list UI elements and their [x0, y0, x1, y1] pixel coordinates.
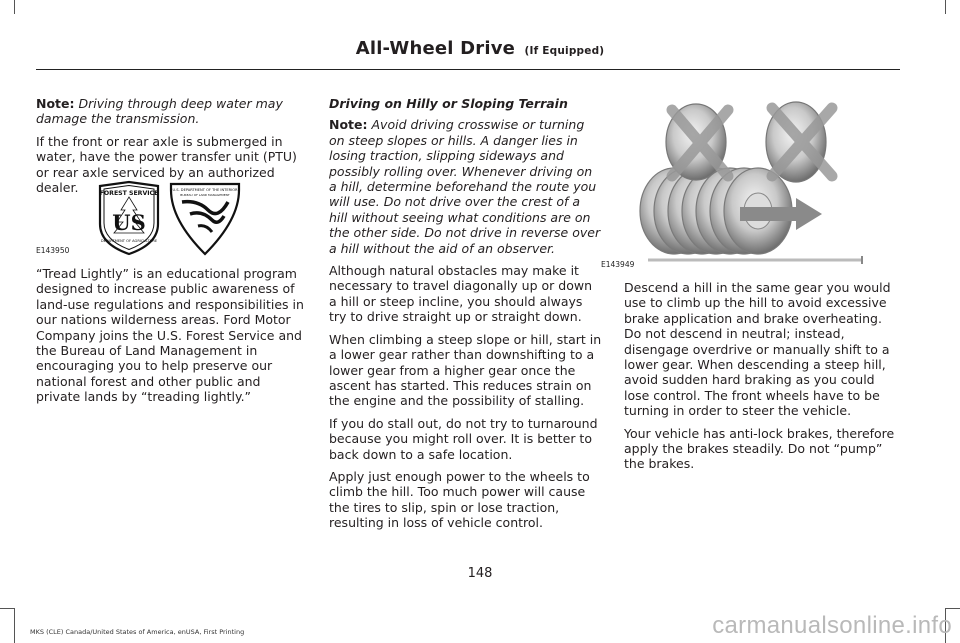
paragraph-stall: If you do stall out, do not try to turnaround because you might roll over. It is better to back down to a safe location. [329, 415, 598, 462]
page-number: 148 [467, 566, 493, 581]
paragraph-climbing: When climbing a steep slope or hill, start in a lower gear rather than downshifting to a lower gear from a higher gear once the ascent has started. This reduces strain on the engine and the possibility of stalling. [329, 331, 602, 409]
paragraph-diagonal: Although natural obstacles may make it necessary to travel diagonally up or down a hill or steep incline, you should always try to drive straight up or straight down. [329, 263, 592, 325]
tread-lightly-block [36, 266, 306, 412]
note-label: Note: [36, 96, 75, 111]
note-hill-terrain [329, 117, 602, 256]
paragraph-descend: Descend a hill in the same gear you would use to climb up the hill to avoid excessive brake application and brake overheating. Do not descend in neutral; instead, disengage overdrive or manually shift to a lower gear. When descending a steep hill, avoid sudden hard braking as you could lose control. The front wheels have to be turning in order to steer the vehicle. [624, 280, 891, 419]
wheels-figure [600, 96, 892, 274]
paragraph-power: Apply just enough power to the wheels to climb the hill. Too much power will cause the tires to slip, spin or lose traction, resulting in loss of vehicle control. [329, 468, 590, 531]
svg-text:FOREST SERVICE: FOREST SERVICE [99, 190, 159, 197]
column-middle [329, 96, 602, 538]
watermark: carmanualsonline.info [712, 612, 952, 639]
header-divider [36, 69, 900, 70]
blm-badge [168, 180, 242, 256]
tires-illustration [600, 96, 892, 274]
svg-text:DEPARTMENT OF AGRICULTURE: DEPARTMENT OF AGRICULTURE [100, 239, 158, 243]
agency-badges-figure [36, 180, 276, 258]
note-label: Note: [329, 117, 368, 133]
note-deep-water [36, 96, 304, 127]
note-text: Avoid driving crosswise or turning on steep slopes or hills. A danger lies in losing traction, slipping sideways and possibly rolling over. Whenever driving on a hill, determine beforehand the route you will use. Do not drive over the crest of a hill without seeing what conditions are on the other side. Do not drive in reverse over a hill without the aid of an observer. [329, 117, 601, 256]
section-title: All-Wheel Drive [355, 38, 516, 59]
crop-mark-top-left [14, 0, 15, 14]
crop-mark-bottom-left-h [0, 608, 14, 609]
forest-service-badge [94, 180, 164, 256]
figure-code: E143950 [36, 246, 70, 255]
svg-text:U.S. DEPARTMENT OF THE INTERIO: U.S. DEPARTMENT OF THE INTERIOR [172, 188, 238, 192]
axle-paragraph: If the front or rear axle is submerged in water, have the power transfer unit (PTU) or rear axle serviced by an authorized dealer. [36, 133, 297, 196]
crop-mark-top-right [945, 0, 946, 14]
figure-code: E143949 [601, 260, 635, 269]
section-heading: Driving on Hilly or Sloping Terrain [329, 96, 568, 111]
page-title [0, 38, 960, 59]
svg-text:US: US [112, 210, 146, 235]
section-subtitle: (If Equipped) [524, 45, 605, 57]
crop-mark-bottom-right-h [946, 608, 960, 609]
paragraph-antilock: Your vehicle has anti-lock brakes, therefore apply the brakes steadily. Do not “pump” the brakes. [624, 425, 895, 472]
svg-text:BUREAU OF LAND MANAGEMENT: BUREAU OF LAND MANAGEMENT [180, 193, 230, 197]
column-right [624, 280, 900, 479]
note-text: Driving through deep water may damage the transmission. [36, 96, 283, 127]
tread-lightly-paragraph: “Tread Lightly” is an educational program designed to increase public awareness of land-use regulations and responsibilities in our nations wilderness areas. Ford Motor Company joins the U.S. Forest Service and the Bureau of Land Management in encouraging you to help preserve our national forest and other public and private lands by “treading lightly.” [36, 266, 304, 405]
crop-mark-bottom-left [14, 608, 15, 643]
footer-text: MKS (CLE) Canada/United States of America, enUSA, First Printing [30, 628, 245, 636]
